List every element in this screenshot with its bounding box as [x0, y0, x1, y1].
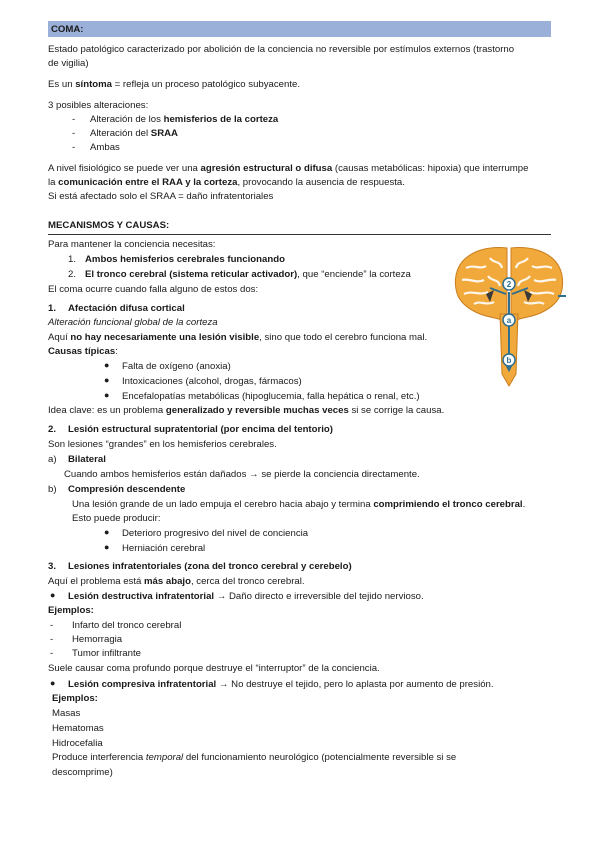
section-2b-text-2: Esto puede producir: [72, 513, 161, 524]
section-3-num: 3. [48, 561, 57, 572]
sintoma-line: Es un síntoma = refleja un proceso patológico subyacente. [48, 79, 301, 90]
ejemplo-item: Tumor infiltrante [72, 648, 141, 659]
mecanismos-rule [48, 234, 551, 235]
section-2-title: Lesión estructural supratentorial (por encima del tentorio) [68, 424, 333, 435]
bullet-dot: ● [50, 678, 56, 688]
ejemplo-item: Hematomas [52, 723, 104, 734]
dash-3: - [72, 142, 76, 153]
dash-1: - [72, 114, 76, 125]
bullet-dot: ● [104, 375, 110, 385]
section-2-num: 2. [48, 424, 57, 435]
section-2a-title: Bilateral [68, 454, 106, 465]
ejemplos-label-2: Ejemplos: [52, 693, 98, 704]
bullet-dot: ● [50, 590, 56, 600]
section-2b-title: Compresión descendente [68, 484, 186, 495]
section-2b-label: b) [48, 484, 57, 495]
destructiva-line: Lesión destructiva infratentorial → Daño directo e irreversible del tejido nervioso. [68, 591, 424, 602]
efecto-item: Deterioro progresivo del nivel de conciencia [122, 528, 309, 539]
causa-item: Intoxicaciones (alcohol, drogas, fármacos) [122, 376, 302, 387]
causa-item: Encefalopatías metabólicas (hipoglucemia, falla hepática o renal, etc.) [122, 391, 420, 402]
alteracion-item: Alteración del SRAA [90, 128, 178, 139]
label-2: 2 [506, 280, 512, 289]
need-2-num: 2. [68, 269, 77, 280]
ejemplo-item: Hidrocefalia [52, 738, 103, 749]
alteracion-item: Ambas [90, 142, 120, 153]
compresiva-line: Lesión compresiva infratentorial → No destruye el tejido, pero lo aplasta por aumento de presión. [68, 679, 494, 690]
section-2b-text: Una lesión grande de un lado empuja el cerebro hacia abajo y termina comprimiendo el tronco cerebral. [72, 499, 526, 510]
coma-title: COMA: [51, 24, 84, 35]
dash-2: - [72, 128, 76, 139]
causas-tipicas: Causas típicas: [48, 346, 118, 357]
bullet-dot: ● [104, 360, 110, 370]
need-1: Ambos hemisferios cerebrales funcionando [85, 254, 285, 265]
section-2a-label: a) [48, 454, 57, 465]
fisiologico-line-2: la comunicación entre el RAA y la corteza, provocando la ausencia de respuesta. [48, 177, 405, 188]
bullet-dot: ● [104, 527, 110, 537]
brain-diagram [450, 244, 568, 390]
suele-line: Suele causar coma profundo porque destruye el “interruptor” de la conciencia. [48, 663, 380, 674]
ejemplo-item: Infarto del tronco cerebral [72, 620, 182, 631]
bullet-dot: ● [104, 390, 110, 400]
falla-line: El coma ocurre cuando falla alguno de estos dos: [48, 284, 259, 295]
label-a: a [506, 316, 512, 325]
bullet-dot: ● [104, 542, 110, 552]
ejemplos-label: Ejemplos: [48, 605, 94, 616]
section-2a-text: Cuando ambos hemisferios están dañados → se pierde la conciencia directamente. [64, 469, 420, 480]
section-1-num: 1. [48, 303, 57, 314]
section-2-line: Son lesiones “grandes” en los hemisferios cerebrales. [48, 439, 277, 450]
section-header-coma [48, 21, 551, 37]
mecanismos-title: MECANISMOS Y CAUSAS: [48, 220, 170, 231]
definition-line-2: de vigilia) [48, 58, 89, 69]
definition-line-1: Estado patológico caracterizado por abolición de la conciencia no reversible por estímulos externos (trastorno [48, 44, 515, 55]
alteraciones-intro: 3 posibles alteraciones: [48, 100, 149, 111]
section-1-subtitle: Alteración funcional global de la corteza [48, 317, 218, 328]
dash: - [50, 648, 54, 659]
need-1-num: 1. [68, 254, 77, 265]
fisiologico-line-1: A nivel fisiológico se puede ver una agresión estructural o difusa (causas metabólicas: hipoxia) que interrumpe [48, 163, 529, 174]
section-3-title: Lesiones infratentoriales (zona del tronco cerebral y cerebelo) [68, 561, 352, 572]
label-b: b [506, 356, 512, 365]
section-3-line: Aquí el problema está más abajo, cerca del tronco cerebral. [48, 576, 305, 587]
ejemplo-item: Masas [52, 708, 81, 719]
dash: - [50, 634, 54, 645]
need-2: El tronco cerebral (sistema reticular activador), que “enciende” la corteza [85, 269, 411, 280]
ejemplo-item: Hemorragia [72, 634, 123, 645]
produce-line-2: descomprime) [52, 767, 113, 778]
dash: - [50, 620, 54, 631]
section-1-title: Afectación difusa cortical [68, 303, 185, 314]
fisiologico-line-3: Si está afectado solo el SRAA = daño infratentoriales [48, 191, 274, 202]
causa-item: Falta de oxígeno (anoxia) [122, 361, 231, 372]
efecto-item: Herniación cerebral [122, 543, 206, 554]
section-1-line: Aquí no hay necesariamente una lesión visible, sino que todo el cerebro funciona mal. [48, 332, 428, 343]
mantener-line: Para mantener la conciencia necesitas: [48, 239, 216, 250]
alteracion-item: Alteración de los hemisferios de la corteza [90, 114, 279, 125]
idea-clave: Idea clave: es un problema generalizado y reversible muchas veces si se corrige la causa. [48, 405, 445, 416]
produce-line: Produce interferencia temporal del funcionamiento neurológico (potencialmente reversible si se [52, 752, 457, 763]
